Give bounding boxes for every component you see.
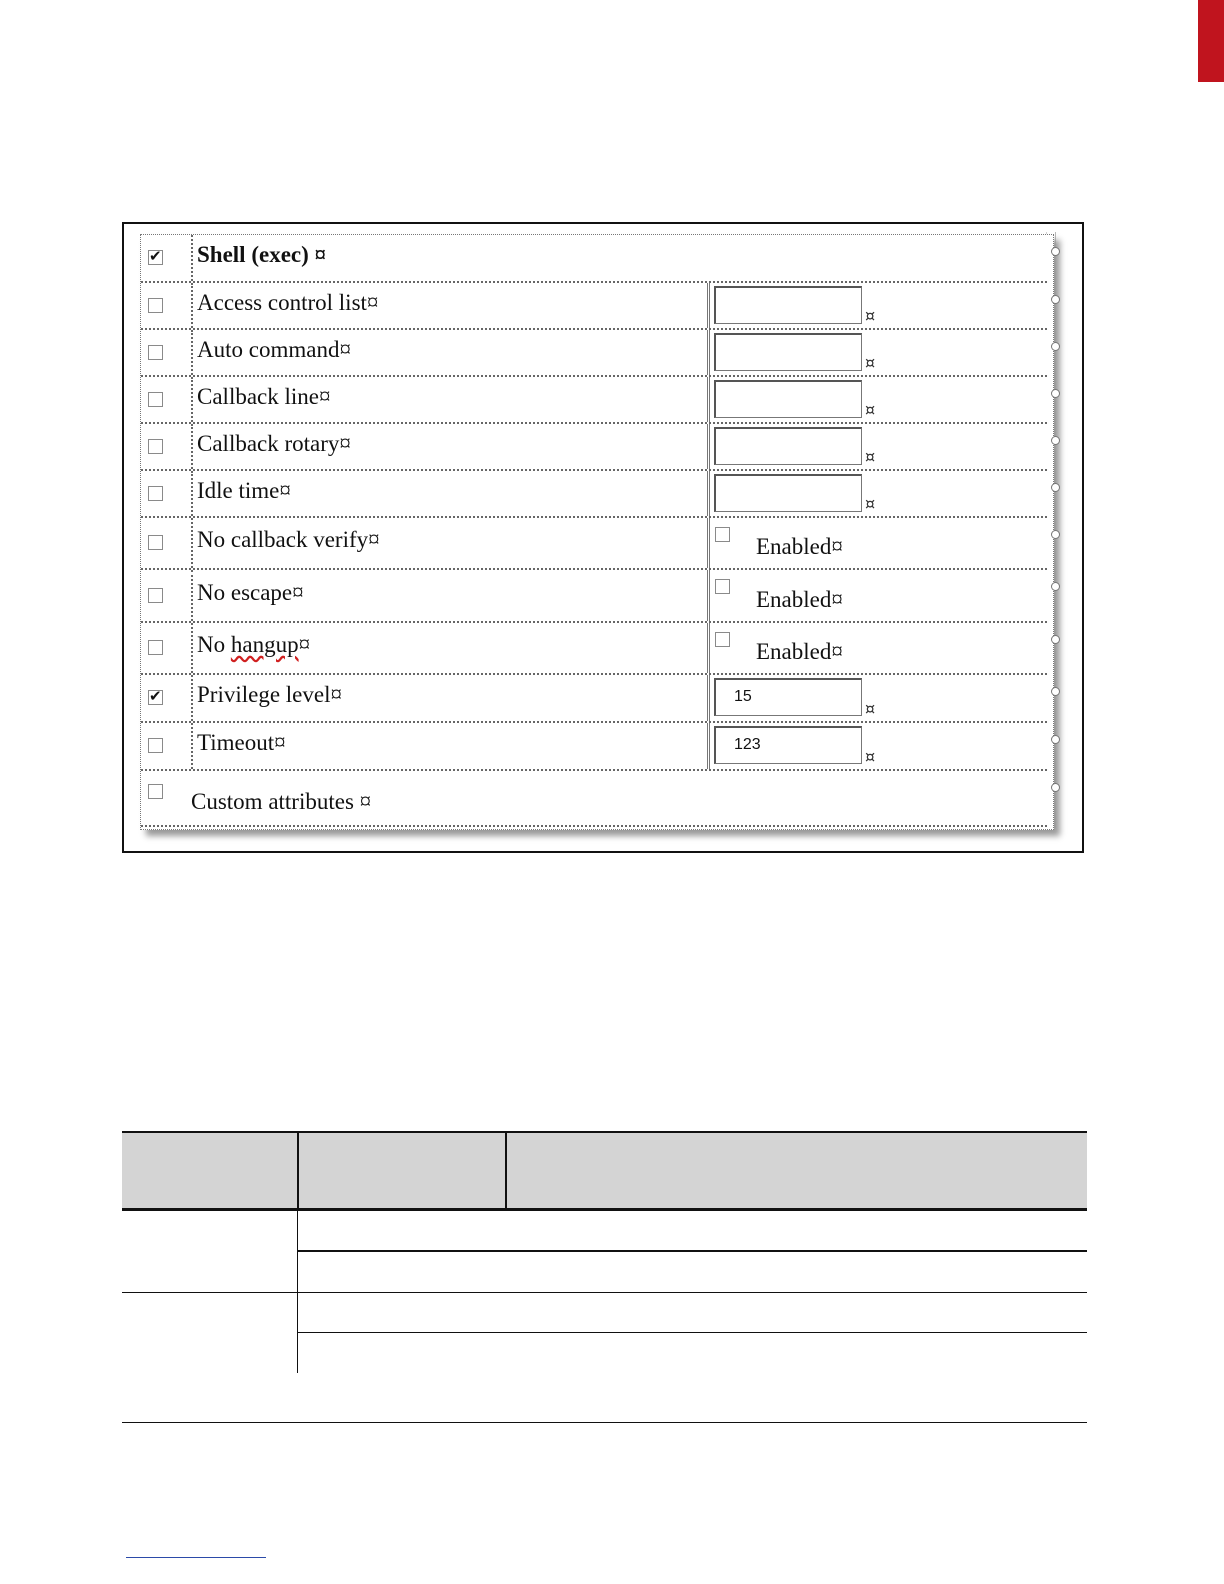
table-row-line-2	[297, 1292, 1087, 1293]
enabled-checkbox[interactable]	[715, 579, 730, 594]
attribute-label: Custom attributes ¤	[191, 789, 372, 814]
attribute-enable-checkbox[interactable]	[148, 439, 163, 454]
cell-end-mark: ¤	[865, 400, 876, 419]
row-end-marker	[1051, 483, 1060, 492]
value-cell	[707, 723, 1047, 769]
attribute-label: Privilege level¤	[197, 682, 342, 707]
attribute-row	[141, 570, 1047, 623]
cell-end-mark: ¤	[865, 447, 876, 466]
attribute-enable-checkbox[interactable]	[148, 486, 163, 501]
attribute-row	[141, 471, 1047, 518]
attribute-row	[141, 424, 1047, 471]
attribute-enable-checkbox[interactable]	[148, 392, 163, 407]
table-header-divider-2	[505, 1133, 507, 1209]
value-cell	[707, 675, 1047, 721]
attribute-value-input[interactable]: 15	[714, 678, 862, 716]
attribute-row	[141, 330, 1047, 377]
attribute-row	[141, 283, 1047, 330]
attribute-row	[141, 518, 1047, 570]
value-cell	[707, 518, 1047, 568]
attribute-enable-checkbox[interactable]	[148, 640, 163, 655]
cell-end-mark: ¤	[865, 306, 876, 325]
attribute-value-input[interactable]	[714, 427, 862, 465]
row-end-marker	[1051, 687, 1060, 696]
row-end-marker	[1051, 342, 1060, 351]
value-cell	[707, 424, 1047, 469]
screenshot-frame	[122, 222, 1084, 853]
attribute-label: No escape¤	[197, 580, 304, 605]
attribute-value-input[interactable]: 123	[714, 726, 862, 764]
enabled-label: Enabled¤	[756, 534, 843, 559]
attribute-label: Idle time¤	[197, 478, 291, 503]
attribute-value-input[interactable]	[714, 333, 862, 371]
attribute-value-input[interactable]	[714, 286, 862, 324]
table-row-line-1	[297, 1250, 1087, 1252]
enabled-checkbox[interactable]	[715, 632, 730, 647]
row-end-marker	[1051, 783, 1060, 792]
row-end-marker	[1051, 582, 1060, 591]
table-header-row	[122, 1131, 1087, 1211]
value-cell	[707, 623, 1047, 673]
attribute-row	[141, 723, 1047, 771]
attribute-label: Callback line¤	[197, 384, 331, 409]
attribute-enable-checkbox[interactable]	[148, 690, 163, 705]
attribute-enable-checkbox[interactable]	[148, 535, 163, 550]
row-end-marker	[1051, 247, 1060, 256]
table-row-line-2-left	[122, 1292, 297, 1293]
row-end-marker	[1051, 436, 1060, 445]
value-cell	[707, 570, 1047, 621]
row-end-marker	[1051, 389, 1060, 398]
attribute-value-input[interactable]	[714, 380, 862, 418]
enabled-label: Enabled¤	[756, 639, 843, 664]
row-end-marker	[1051, 530, 1060, 539]
page-edge-tab	[1198, 0, 1224, 82]
attribute-label: Timeout¤	[197, 730, 286, 755]
attribute-row	[141, 675, 1047, 723]
attribute-value-input[interactable]	[714, 474, 862, 512]
value-cell	[707, 377, 1047, 422]
attribute-enable-checkbox[interactable]	[148, 250, 163, 265]
attribute-label: Auto command¤	[197, 337, 351, 362]
attribute-enable-checkbox[interactable]	[148, 784, 163, 799]
attribute-row	[141, 235, 1047, 283]
attribute-label: Callback rotary¤	[197, 431, 351, 456]
shell-exec-attributes-panel	[140, 234, 1054, 830]
attribute-label: No callback verify¤	[197, 527, 380, 552]
attribute-enable-checkbox[interactable]	[148, 298, 163, 313]
table-row-line-3	[297, 1332, 1087, 1333]
enabled-checkbox[interactable]	[715, 527, 730, 542]
cell-end-mark: ¤	[865, 699, 876, 718]
cell-end-mark: ¤	[865, 494, 876, 513]
cell-end-mark: ¤	[865, 747, 876, 766]
value-cell	[707, 283, 1047, 328]
footer-rule	[122, 1422, 1087, 1423]
attribute-row	[141, 377, 1047, 424]
row-end-marker	[1051, 295, 1060, 304]
attribute-enable-checkbox[interactable]	[148, 345, 163, 360]
attribute-row	[141, 771, 1047, 827]
attribute-label: Shell (exec) ¤	[197, 242, 327, 267]
table-header-divider-1	[297, 1133, 299, 1209]
footnote-link-rule	[126, 1557, 266, 1558]
attribute-enable-checkbox[interactable]	[148, 738, 163, 753]
attribute-enable-checkbox[interactable]	[148, 588, 163, 603]
row-end-marker	[1051, 735, 1060, 744]
row-end-marker	[1051, 635, 1060, 644]
value-cell	[707, 330, 1047, 375]
attribute-label: No hangup¤	[197, 632, 311, 657]
attribute-label: Access control list¤	[197, 290, 379, 315]
value-cell	[707, 471, 1047, 516]
attribute-row	[141, 623, 1047, 675]
enabled-label: Enabled¤	[756, 587, 843, 612]
cell-end-mark: ¤	[865, 353, 876, 372]
